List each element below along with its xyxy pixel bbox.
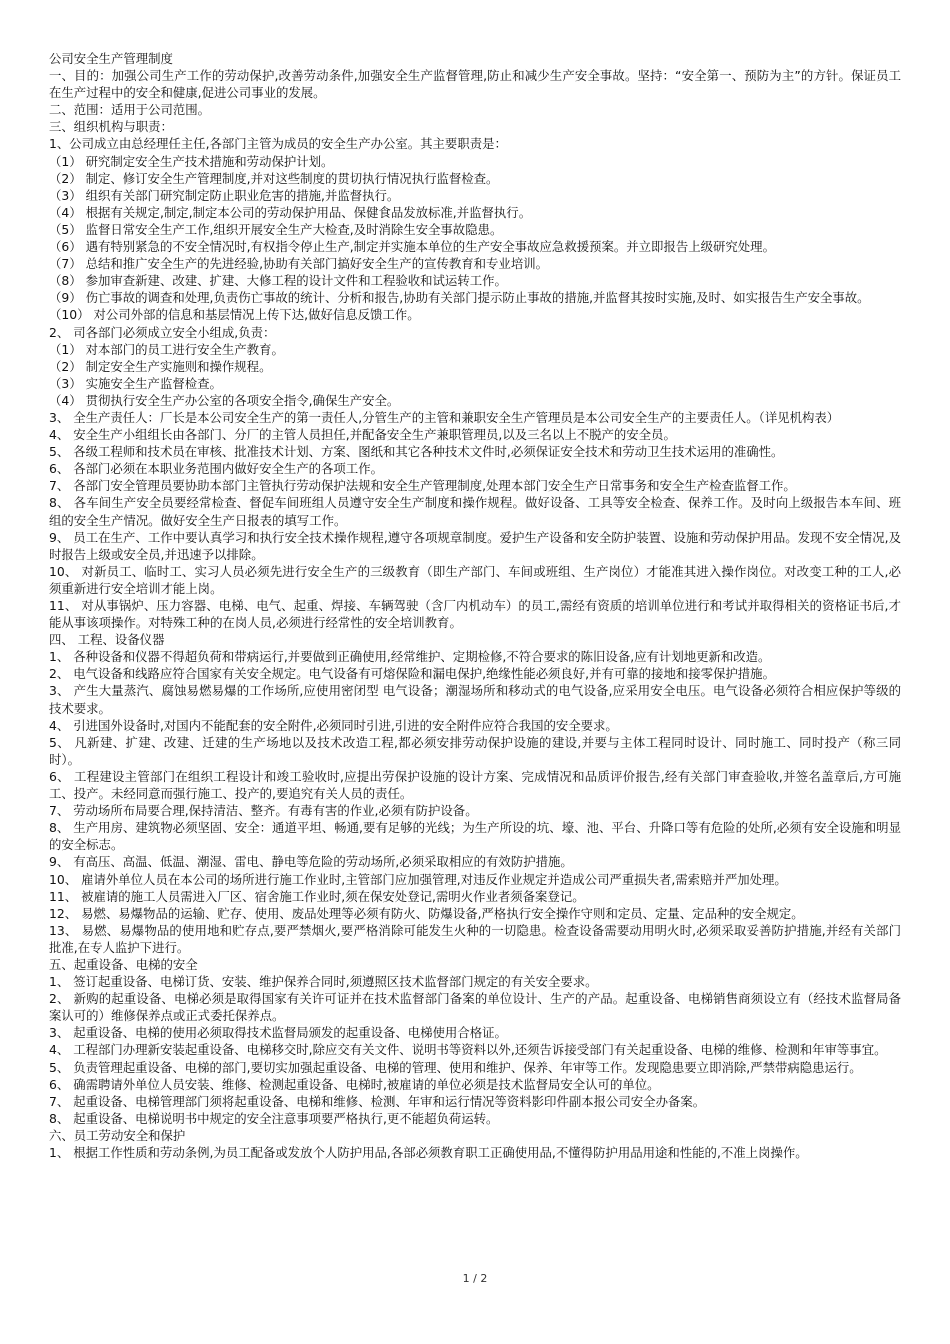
text-line: 2、 新购的起重设备、电梯必须是取得国家有关许可证并在技术监督部门备案的单位设计、生产的产品。起重设备、电梯销售商须设立有（经技术监督局备案认可的）维修保养点或正式委托保养点。	[49, 991, 901, 1024]
text-line: 6、 各部门必须在本职业务范围内做好安全生产的各项工作。	[49, 461, 383, 477]
text-line: 9、 员工在生产、工作中要认真学习和执行安全技术操作规程,遵守各项规章制度。爱护生产设备和安全防护装置、设施和劳动保护用品。发现不安全情况,及时报告上级或安全员,并迅速予以排除。	[49, 529, 901, 562]
text-line: 11、 对从事锅炉、压力容器、电梯、电气、起重、焊接、车辆驾驶（含厂内机动车）的员工,需经有资质的培训单位进行和考试并取得相关的资格证书后,才能从事该项操作。对特殊工种的在岗人员,必须进行经常性的安全培训教育。	[49, 598, 901, 631]
text-line: 1、 根据工作性质和劳动条例,为员工配备或发放个人防护用品,各部必须教育职工正确使用品,不懂得防护用品用途和性能的,不准上岗操作。	[49, 1145, 808, 1160]
text-line: 2、 电气设备和线路应符合国家有关安全规定。电气设备有可熔保险和漏电保护,绝缘性能必须良好,并有可靠的接地和接零保护措施。	[49, 666, 775, 682]
text-line: 5、 负责管理起重设备、电梯的部门,要切实加强起重设备、电梯的管理、使用和维护、保养、年审等工作。发现隐患要立即消除,严禁带病隐患运行。	[49, 1059, 862, 1075]
text-line: （2） 制定安全生产实施则和操作规程。	[49, 358, 272, 374]
text-line: 1、 签订起重设备、电梯订货、安装、维护保养合同时,须遵照区技术监督部门规定的有关安全要求。	[49, 974, 598, 990]
text-line: （4） 根据有关规定,制定,制定本公司的劳动保护用品、保健食品发放标准,并监督执行。	[49, 204, 532, 220]
text-line: 三、组织机构与职责：	[49, 119, 173, 135]
text-line: （5） 监督日常安全生产工作,组织开展安全生产大检查,及时消除生安全事故隐患。	[49, 221, 503, 237]
text-line: （9） 伤亡事故的调查和处理,负责伤亡事故的统计、分析和报告,协助有关部门提示防止事故的措施,并监督其按时实施,及时、如实报告生产安全事故。	[49, 290, 870, 306]
text-line: （1） 研究制定安全生产技术措施和劳动保护计划。	[49, 153, 334, 169]
text-line: （4） 贯彻执行安全生产办公室的各项安全指令,确保生产安全。	[49, 392, 400, 408]
text-line: 一、目的：加强公司生产工作的劳动保护,改善劳动条件,加强安全生产监督管理,防止和减少生产安全事故。坚持：“安全第一、预防为主”的方针。保证员工在生产过程中的安全和健康,促进公司事业的发展。	[49, 68, 901, 101]
text-line: 11、 被雇请的施工人员需进入厂区、宿舍施工作业时,须在保安处登记,需明火作业者须备案登记。	[49, 888, 585, 904]
text-line: 8、 各车间生产安全员要经常检查、督促车间班组人员遵守安全生产制度和操作规程。做好设备、工具等安全检查、保养工作。及时向上级报告本车间、班组的安全生产情况。做好安全生产日报表的填写工作。	[49, 495, 901, 528]
text-line: 四、 工程、设备仪器	[49, 632, 165, 648]
text-line: 8、 生产用房、建筑物必须坚固、安全：通道平坦、畅通,要有足够的光线；为生产所设的坑、壕、池、平台、升降口等有危险的处所,必须有安全设施和明显的安全标志。	[49, 820, 901, 853]
text-line: 五、起重设备、电梯的安全	[49, 956, 198, 972]
text-line: 4、 引进国外设备时,对国内不能配套的安全附件,必须同时引进,引进的安全附件应符合我国的安全要求。	[49, 717, 618, 733]
text-line: 5、 凡新建、扩建、改建、迁建的生产场地以及技术改造工程,都必须安排劳动保护设施的建设,并要与主体工程同时设计、同时施工、同时投产（称三同时）。	[49, 734, 901, 767]
text-line: 6、 确需聘请外单位人员安装、维修、检测起重设备、电梯时,被雇请的单位必须是技术监督局安全认可的单位。	[49, 1076, 660, 1092]
text-line: （8） 参加审查新建、改建、扩建、大修工程的设计文件和工程验收和试运转工作。	[49, 273, 507, 289]
text-line: 7、 劳动场所布局要合理,保持清洁、整齐。有毒有害的作业,必须有防护设备。	[49, 803, 478, 819]
text-line: 公司安全生产管理制度	[49, 51, 173, 66]
text-line: （2） 制定、修订安全生产管理制度,并对这些制度的贯切执行情况执行监督检查。	[49, 170, 499, 186]
text-line: （3） 实施安全生产监督检查。	[49, 375, 222, 391]
text-line: 1、公司成立由总经理任主任,各部门主管为成员的安全生产办公室。其主要职责是：	[49, 136, 507, 152]
text-line: （7） 总结和推广安全生产的先进经验,协助有关部门搞好安全生产的宣传教育和专业培训。	[49, 256, 548, 272]
text-line: 10、 对新员工、临时工、实习人员必须先进行安全生产的三级教育（即生产部门、车间或班组、生产岗位）才能准其进入操作岗位。对改变工种的工人,必须重新进行安全培训才能上岗。	[49, 563, 901, 596]
text-line: 12、 易燃、易爆物品的运输、贮存、使用、废品处理等必须有防火、防爆设备,严格执行安全操作守则和定员、定量、定品种的安全规定。	[49, 905, 804, 921]
text-line: 7、 各部门安全管理员要协助本部门主管执行劳动保护法规和安全生产管理制度,处理本部门安全生产日常事务和安全生产检查监督工作。	[49, 478, 796, 494]
text-line: 7、 起重设备、电梯管理部门须将起重设备、电梯和维修、检测、年审和运行情况等资料影印件副本报公司安全办备案。	[49, 1093, 706, 1109]
text-line: 8、 起重设备、电梯说明书中规定的安全注意事项要严格执行,更不能超负荷运转。	[49, 1110, 499, 1126]
text-line: 二、范围：适用于公司范围。	[49, 102, 211, 118]
text-line: 3、 产生大量蒸汽、腐蚀易燃易爆的工作场所,应使用密闭型 电气设备；潮湿场所和移动式的电气设备,应采用安全电压。电气设备必须符合相应保护等级的技术要求。	[49, 683, 901, 716]
text-line: 2、 司各部门必须成立安全小组成,负责：	[49, 324, 276, 340]
text-line: 4、 安全生产小组组长由各部门、分厂的主管人员担任,并配备安全生产兼职管理员,以及三名以上不脱产的安全员。	[49, 427, 676, 443]
text-line: 10、 雇请外单位人员在本公司的场所进行施工作业时,主管部门应加强管理,对违反作业规定并造成公司严重损失者,需索赔并严加处理。	[49, 871, 787, 887]
text-line: （6） 遇有特别紧急的不安全情况时,有权指令停止生产,制定并实施本单位的生产安全事故应急救援预案。并立即报告上级研究处理。	[49, 239, 775, 255]
document-body	[49, 50, 901, 1161]
text-line: （1） 对本部门的员工进行安全生产教育。	[49, 341, 284, 357]
text-line: 六、员工劳动安全和保护	[49, 1127, 186, 1143]
text-line: 3、 起重设备、电梯的使用必须取得技术监督局颁发的起重设备、电梯使用合格证。	[49, 1025, 507, 1041]
text-line: （10） 对公司外部的信息和基层情况上传下达,做好信息反馈工作。	[49, 307, 420, 323]
text-line: 9、 有高压、高温、低温、潮湿、雷电、静电等危险的劳动场所,必须采取相应的有效防护措施。	[49, 854, 573, 870]
text-line: （3） 组织有关部门研究制定防止职业危害的措施,并监督执行。	[49, 187, 400, 203]
text-line: 13、 易燃、易爆物品的使用地和贮存点,要严禁烟火,要严格消除可能发生火种的一切隐患。检查设备需要动用明火时,必须采取妥善防护措施,并经有关部门批准,在专人监护下进行。	[49, 922, 901, 955]
text-line: 1、 各种设备和仪器不得超负荷和带病运行,并要做到正确使用,经常维护、定期检修,不符合要求的陈旧设备,应有计划地更新和改造。	[49, 649, 771, 665]
text-line: 3、 全生产责任人：厂长是本公司安全生产的第一责任人,分管生产的主管和兼职安全生产管理员是本公司安全生产的主要责任人。（详见机构表）	[49, 409, 840, 425]
page-number: 1 / 2	[462, 1272, 488, 1285]
text-line: 5、 各级工程师和技术员在审核、批准技术计划、方案、图纸和其它各种技术文件时,必须保证安全技术和劳动卫生技术运用的准确性。	[49, 444, 784, 460]
text-line: 4、 工程部门办理新安装起重设备、电梯移交时,除应交有关文件、说明书等资料以外,还须告诉接受部门有关起重设备、电梯的维修、检测和年审等事宜。	[49, 1042, 887, 1058]
text-line: 6、 工程建设主管部门在组织工程设计和竣工验收时,应提出劳保护设施的设计方案、完成情况和品质评价报告,经有关部门审查验收,并签名盖章后,方可施工、投产。未经同意而强行施工、投产的,要追究有关人员的责任。	[49, 768, 901, 802]
